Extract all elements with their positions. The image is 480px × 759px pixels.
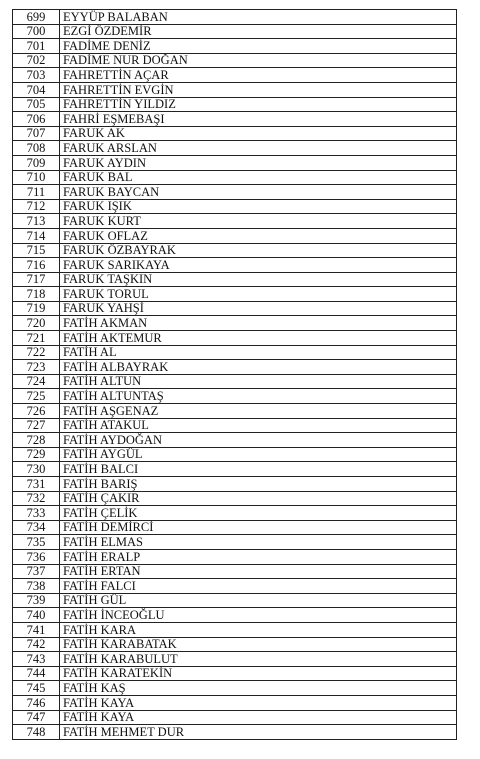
table-row: [13, 491, 457, 506]
row-name: FATİH ELMAS: [60, 535, 457, 550]
row-name: FATİH KARABATAK: [60, 637, 457, 652]
table-row: [13, 301, 457, 316]
row-number: 746: [13, 695, 60, 710]
row-name: FADİME NUR DOĞAN: [60, 53, 457, 68]
row-number: 716: [13, 258, 60, 273]
table-row: [13, 389, 457, 404]
table-row: [13, 725, 457, 740]
row-name: FATİH ALTUN: [60, 374, 457, 389]
row-number: 731: [13, 477, 60, 492]
table-row: [13, 652, 457, 667]
row-name: FATİH AYGÜL: [60, 447, 457, 462]
row-name: FARUK KURT: [60, 214, 457, 229]
row-number: 733: [13, 506, 60, 521]
row-number: 740: [13, 608, 60, 623]
row-name: FAHRETTİN EVGİN: [60, 82, 457, 97]
row-name: EZGİ ÖZDEMİR: [60, 24, 457, 39]
row-number: 707: [13, 126, 60, 141]
row-name: FARUK YAHŞİ: [60, 301, 457, 316]
table-row: [13, 549, 457, 564]
table-row: [13, 564, 457, 579]
row-number: 713: [13, 214, 60, 229]
row-name: FATİH ALBAYRAK: [60, 360, 457, 375]
row-name: FARUK ÖZBAYRAK: [60, 243, 457, 258]
table-row: [13, 579, 457, 594]
row-name: FATİH AKMAN: [60, 316, 457, 331]
row-name: FAHRETTİN AÇAR: [60, 68, 457, 83]
row-number: 743: [13, 652, 60, 667]
row-name: FARUK BAYCAN: [60, 185, 457, 200]
row-number: 730: [13, 462, 60, 477]
table-row: [13, 272, 457, 287]
row-number: 709: [13, 155, 60, 170]
table-row: [13, 681, 457, 696]
table-row: [13, 185, 457, 200]
row-name: FATİH KAŞ: [60, 681, 457, 696]
row-name: FATİH İNCEOĞLU: [60, 608, 457, 623]
table-row: [13, 345, 457, 360]
table-row: [13, 39, 457, 54]
table-row: [13, 126, 457, 141]
table-row: [13, 462, 457, 477]
table-row: [13, 287, 457, 302]
row-number: 728: [13, 433, 60, 448]
row-number: 715: [13, 243, 60, 258]
table-row: [13, 622, 457, 637]
row-name: FARUK SARIKAYA: [60, 258, 457, 273]
row-name: FATİH GÜL: [60, 593, 457, 608]
table-row: [13, 10, 457, 25]
row-name: FATİH KARATEKİN: [60, 666, 457, 681]
row-name: FATİH BARIŞ: [60, 477, 457, 492]
row-number: 726: [13, 404, 60, 419]
row-number: 711: [13, 185, 60, 200]
row-number: 744: [13, 666, 60, 681]
table-row: [13, 447, 457, 462]
row-number: 708: [13, 141, 60, 156]
table-row: [13, 331, 457, 346]
table-row: [13, 97, 457, 112]
row-number: 703: [13, 68, 60, 83]
row-number: 714: [13, 228, 60, 243]
row-number: 732: [13, 491, 60, 506]
row-name: FATİH MEHMET DUR: [60, 725, 457, 740]
table-row: [13, 593, 457, 608]
table-row: [13, 666, 457, 681]
table-row: [13, 316, 457, 331]
table-row: [13, 433, 457, 448]
table-row: [13, 170, 457, 185]
row-number: 745: [13, 681, 60, 696]
table-row: [13, 24, 457, 39]
row-name: FATİH BALCI: [60, 462, 457, 477]
row-name: FATİH ALTUNTAŞ: [60, 389, 457, 404]
row-name: FATİH ERALP: [60, 549, 457, 564]
row-name: FARUK ARSLAN: [60, 141, 457, 156]
row-name: FATİH ÇAKIR: [60, 491, 457, 506]
row-name: EYYÜP BALABAN: [60, 10, 457, 25]
row-number: 723: [13, 360, 60, 375]
row-number: 735: [13, 535, 60, 550]
row-name: FATİH AL: [60, 345, 457, 360]
table-row: [13, 404, 457, 419]
table-row: [13, 155, 457, 170]
row-number: 720: [13, 316, 60, 331]
row-number: 700: [13, 24, 60, 39]
table-row: [13, 637, 457, 652]
row-name: FATİH ERTAN: [60, 564, 457, 579]
row-name: FARUK AK: [60, 126, 457, 141]
table-row: [13, 243, 457, 258]
name-list-body: [13, 10, 457, 740]
row-number: 739: [13, 593, 60, 608]
row-name: FARUK OFLAZ: [60, 228, 457, 243]
table-row: [13, 53, 457, 68]
table-row: [13, 418, 457, 433]
table-row: [13, 258, 457, 273]
row-name: FAHRİ EŞMEBAŞI: [60, 112, 457, 127]
row-name: FATİH FALCI: [60, 579, 457, 594]
row-name: FARUK AYDIN: [60, 155, 457, 170]
row-number: 722: [13, 345, 60, 360]
row-number: 737: [13, 564, 60, 579]
row-number: 719: [13, 301, 60, 316]
row-number: 704: [13, 82, 60, 97]
row-number: 742: [13, 637, 60, 652]
row-number: 701: [13, 39, 60, 54]
row-number: 706: [13, 112, 60, 127]
row-number: 747: [13, 710, 60, 725]
row-number: 712: [13, 199, 60, 214]
row-number: 710: [13, 170, 60, 185]
table-row: [13, 520, 457, 535]
row-name: FATİH ÇELİK: [60, 506, 457, 521]
row-number: 721: [13, 331, 60, 346]
table-row: [13, 374, 457, 389]
row-name: FATİH KAYA: [60, 695, 457, 710]
table-row: [13, 68, 457, 83]
table-row: [13, 608, 457, 623]
row-number: 699: [13, 10, 60, 25]
table-row: [13, 360, 457, 375]
row-name: FATİH ATAKUL: [60, 418, 457, 433]
table-row: [13, 199, 457, 214]
row-name: FADİME DENİZ: [60, 39, 457, 54]
row-number: 734: [13, 520, 60, 535]
table-row: [13, 535, 457, 550]
table-row: [13, 141, 457, 156]
row-number: 727: [13, 418, 60, 433]
table-row: [13, 506, 457, 521]
row-number: 705: [13, 97, 60, 112]
table-row: [13, 477, 457, 492]
table-row: [13, 82, 457, 97]
row-name: FAHRETTİN YILDIZ: [60, 97, 457, 112]
table-row: [13, 710, 457, 725]
row-name: FATİH KARABULUT: [60, 652, 457, 667]
row-name: FARUK TAŞKIN: [60, 272, 457, 287]
table-row: [13, 214, 457, 229]
table-row: [13, 228, 457, 243]
row-number: 729: [13, 447, 60, 462]
row-number: 725: [13, 389, 60, 404]
row-number: 738: [13, 579, 60, 594]
row-number: 717: [13, 272, 60, 287]
row-number: 724: [13, 374, 60, 389]
row-number: 748: [13, 725, 60, 740]
row-number: 718: [13, 287, 60, 302]
row-name: FARUK BAL: [60, 170, 457, 185]
table-row: [13, 695, 457, 710]
table-row: [13, 112, 457, 127]
row-name: FATİH AKTEMUR: [60, 331, 457, 346]
row-number: 741: [13, 622, 60, 637]
row-number: 736: [13, 549, 60, 564]
name-list-table: [12, 9, 457, 740]
row-name: FARUK IŞIK: [60, 199, 457, 214]
row-name: FATİH KARA: [60, 622, 457, 637]
row-number: 702: [13, 53, 60, 68]
row-name: FATİH KAYA: [60, 710, 457, 725]
row-name: FATİH DEMİRCİ: [60, 520, 457, 535]
row-name: FATİH AŞGENAZ: [60, 404, 457, 419]
row-name: FARUK TORUL: [60, 287, 457, 302]
row-name: FATİH AYDOĞAN: [60, 433, 457, 448]
